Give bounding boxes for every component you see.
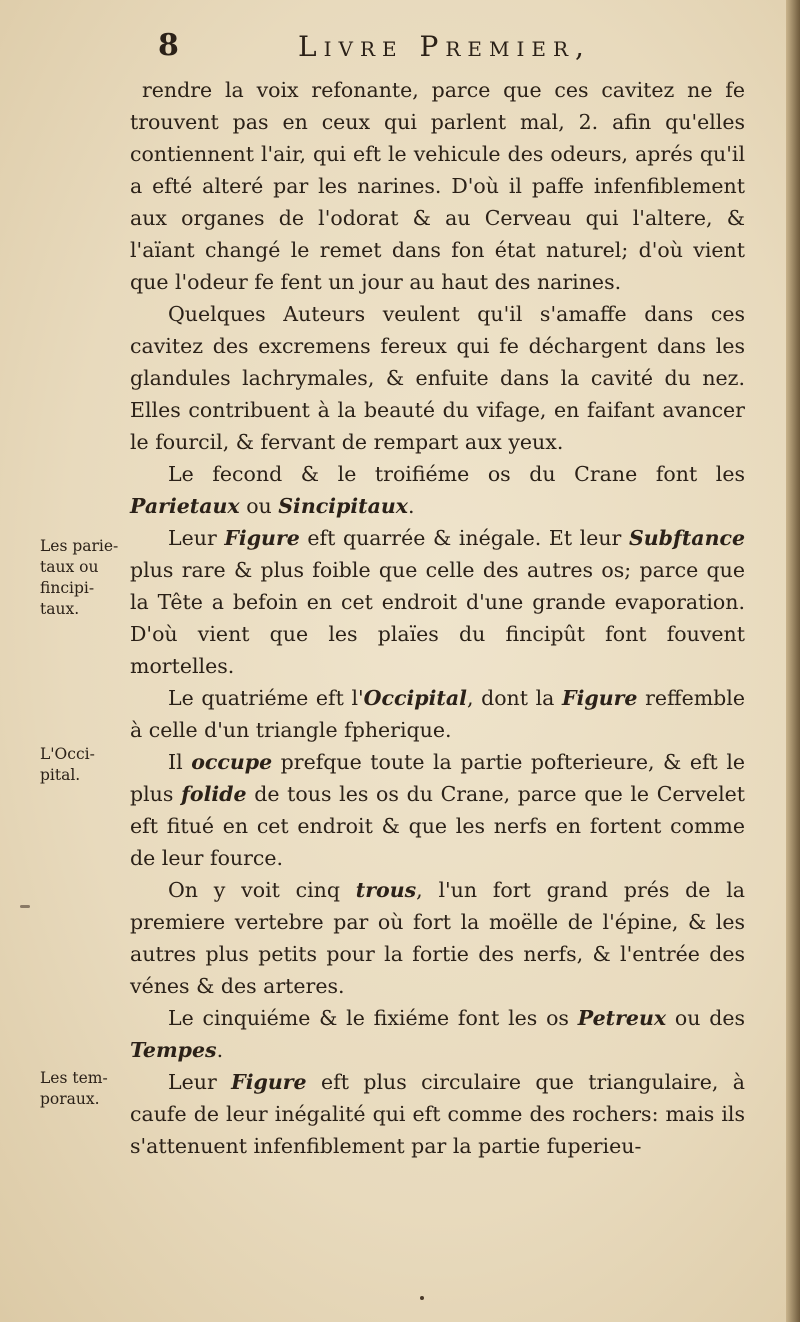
text-run: eft plus circulaire que triangulaire, à caufe de leur inégalité qui eft comme des rochers: mais ils s'attenuent infenfiblement par la partie fuperieu-: [130, 1070, 745, 1158]
paragraph-parietaux: [130, 458, 745, 522]
text-run: , dont la: [466, 686, 563, 710]
term-solide: folide: [181, 782, 247, 806]
text-run: de tous les os du Crane, parce que le Cervelet eft fitué en cet endroit & que les nerfs en fortent comme de leur fource.: [130, 782, 746, 870]
term-figure: Figure: [562, 686, 638, 710]
paragraph-parietaux-figure: [130, 522, 745, 682]
text-run: Leur: [168, 1070, 232, 1094]
text-run: , l'un fort grand prés de la premiere vertebre par où fort la moëlle de l'épine, & les autres plus petits pour la fortie des nerfs, & l'entrée des vénes & des arteres.: [130, 878, 745, 998]
paragraph-occipital-position: [130, 746, 745, 874]
text-run: .: [216, 1038, 224, 1062]
term-figure: Figure: [224, 526, 300, 550]
ink-speck: [20, 905, 30, 908]
margin-note-occipital: L'Occi-pital.: [40, 745, 95, 784]
ink-speck: [420, 1296, 424, 1300]
text-run: Le fecond & le troifiéme os du Crane font les: [168, 462, 745, 486]
text-run: reffemble à celle d'un triangle fpherique.: [130, 686, 745, 742]
term-tempes: Tempes: [130, 1038, 217, 1062]
text-run: Leur: [168, 526, 225, 550]
paragraph-trous: [130, 874, 745, 1002]
text-run: eft quarrée & inégale. Et leur: [299, 526, 629, 550]
paragraph-petreux: [130, 1002, 745, 1066]
paragraph-tempes-figure: [130, 1066, 745, 1162]
term-trous: trous: [355, 878, 417, 902]
page-number: 8: [158, 28, 179, 63]
text-run: Le cinquiéme & le fixiéme font les os: [168, 1006, 578, 1030]
margin-note-temporaux: Les tem-poraux.: [40, 1069, 108, 1108]
term-substance: Subftance: [628, 526, 745, 550]
text-run: Le quatriéme eft l': [168, 686, 364, 710]
paragraph-excremens: Quelques Auteurs veulent qu'il s'amaffe dans ces cavitez des excremens fereux qui fe déchargent dans les glandules lachrymales, & enfuite dans la cavité du nez. Elles contribuent à la beauté du vifage, en faifant avancer le fourcil, & fervant de rempart aux yeux.: [130, 302, 745, 454]
body-text: [130, 74, 745, 1162]
margin-note-parietaux: Les parie-taux ou fincipi-taux.: [40, 537, 119, 618]
term-occupe: occupe: [191, 750, 273, 774]
page-header: [158, 28, 758, 68]
text-run: ou des: [666, 1006, 746, 1030]
text-run: Il: [168, 750, 192, 774]
term-petreux: Petreux: [577, 1006, 667, 1030]
text-run: On y voit cinq: [168, 878, 356, 902]
text-run: plus rare & plus foible que celle des autres os; parce que la Tête a befoin en cet endroit d'une grande evaporation. D'où vient que les plaïes du fincipût font fouvent mortelles.: [130, 558, 745, 678]
term-occipital: Occipital: [363, 686, 467, 710]
term-sincipitaux: Sincipitaux: [278, 494, 409, 518]
paragraph-sinus-continuation: rendre la voix refonante, parce que ces cavitez ne fe trouvent pas en ceux qui parlent mal, 2. afin qu'elles contiennent l'air, qui eft le vehicule des odeurs, aprés qu'il a efté alteré par les narines. D'où il paffe infenfiblement aux organes de l'odorat & au Cerveau qui l'altere, & l'aïant changé le remet dans fon état naturel; d'où vient que l'odeur fe fent un jour au haut des narines.: [130, 78, 745, 294]
text-run: .: [408, 494, 415, 518]
running-head: Livre Premier,: [298, 30, 591, 63]
paragraph-occipital: [130, 682, 745, 746]
text-run: ou: [239, 494, 279, 518]
page-edge-shadow: [786, 0, 800, 1322]
text-run: prefque toute la partie pofterieure, & eft le plus: [130, 750, 746, 806]
term-parietaux: Parietaux: [130, 494, 240, 518]
term-figure: Figure: [231, 1070, 307, 1094]
